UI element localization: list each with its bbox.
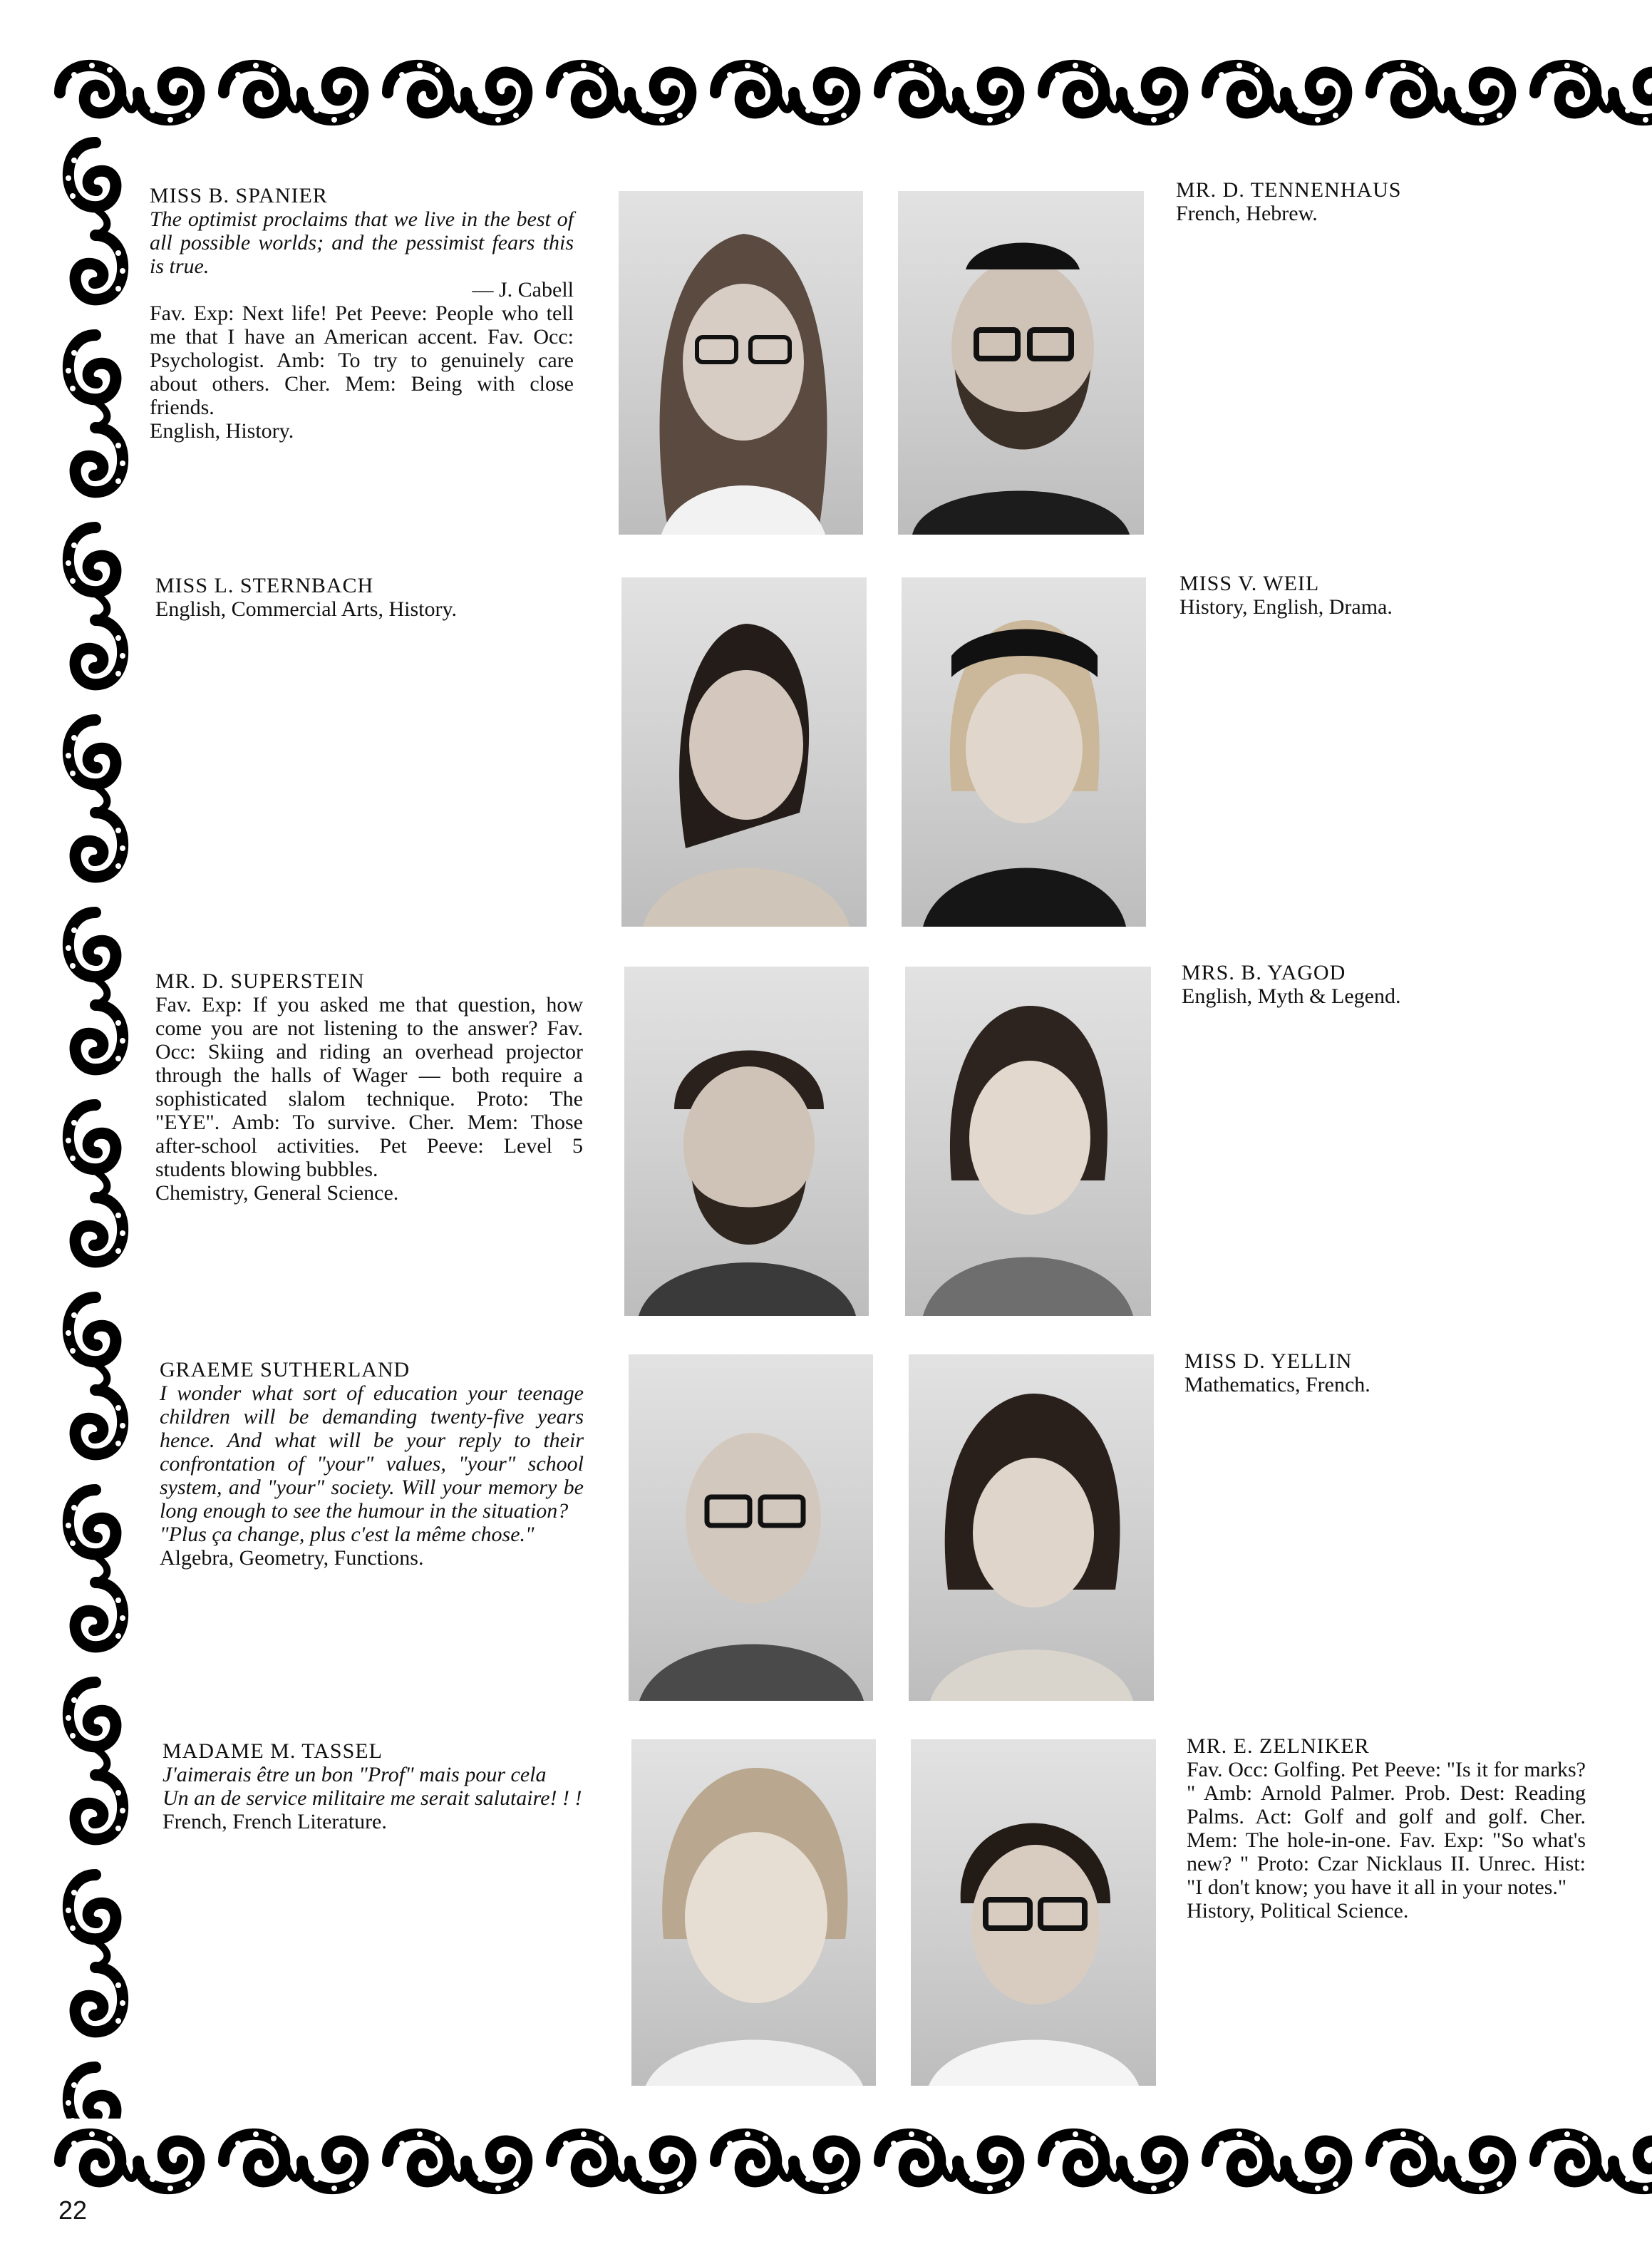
teacher-entry [150,184,574,443]
teacher-entry [1182,961,1581,1008]
teacher-subjects: French, French Literature. [162,1810,387,1833]
teacher-entry [1179,572,1579,619]
teacher-quote: The optimist proclaims that we live in the best of all possible worlds; and the pessimist fears this is true. [150,207,574,278]
teacher-name: MISS D. YELLIN [1184,1349,1353,1373]
teacher-subjects: French, Hebrew. [1176,202,1318,225]
teacher-quote-second: "Plus ça change, plus c'est la même chose." [160,1523,535,1546]
teacher-photo [905,967,1151,1316]
teacher-name: GRAEME SUTHERLAND [160,1358,411,1381]
teacher-name: MADAME M. TASSEL [162,1739,383,1763]
teacher-entry [155,969,583,1205]
teacher-details: Fav. Occ: Golfing. Pet Peeve: "Is it for marks? " Amb: Arnold Palmer. Prob. Dest: Reading Palms. Act: Golf and golf and golf. Cher. Mem: The hole-in-one. Fav. Exp: "So what's new? " Proto: Czar Nicklaus II. Unrec. Hist: "I don't know; you have it all in your notes." [1187,1758,1586,1899]
teacher-photo [619,191,863,535]
teacher-subjects: English, Myth & Legend. [1182,984,1401,1008]
teacher-photo [898,191,1144,535]
teacher-subjects: History, Political Science. [1187,1899,1409,1923]
ornamental-border-left [53,135,138,2119]
teacher-details: Fav. Exp: Next life! Pet Peeve: People who tell me that I have an American accent. Fav. Occ: Psychologist. Amb: To try to genuinely care about others. Cher. Mem: Being with close friends. [150,302,574,419]
teacher-name: MISS L. STERNBACH [155,574,374,597]
teacher-name: MISS B. SPANIER [150,184,328,207]
teacher-name: MR. E. ZELNIKER [1187,1734,1370,1758]
ornamental-border-bottom [53,2119,1652,2204]
teacher-name: MR. D. SUPERSTEIN [155,969,365,993]
teacher-subjects: History, English, Drama. [1179,595,1393,619]
teacher-entry [155,574,583,621]
teacher-photo [911,1739,1156,2086]
teacher-subjects: Mathematics, French. [1184,1373,1370,1396]
teacher-quote: J'aimerais être un bon "Prof" mais pour cela [162,1763,547,1786]
teacher-subjects: English, History. [150,419,294,443]
teacher-details: Fav. Exp: If you asked me that question, how come you are not listening to the answer? Fav. Occ: Skiing and riding an overhead projector through the halls of Wager — both require a sophisticated slalom technique. Proto: The "EYE". Amb: To survive. Cher. Mem: Those after-school activities. Pet Peeve: Level 5 students blowing bubbles. [155,993,583,1181]
quote-attribution: — J. Cabell [472,278,574,302]
page-number: 22 [58,2196,88,2225]
teacher-quote-second: Un an de service militaire me serait salutaire! ! ! [162,1786,582,1810]
teacher-name: MISS V. WEIL [1179,572,1320,595]
teacher-name: MRS. B. YAGOD [1182,961,1346,984]
teacher-name: MR. D. TENNENHAUS [1176,178,1402,202]
teacher-entry [1184,1349,1584,1396]
teacher-entry [162,1739,587,1833]
teacher-quote: I wonder what sort of education your teenage children will be demanding twenty-five years hence. And what will be your reply to their confrontation of "your" values, "your" school system, and "your" society. Will your memory be long enough to see the humour in the situation? [160,1381,584,1523]
teacher-entry [160,1358,584,1570]
ornamental-border-top [53,50,1652,135]
teacher-subjects: Chemistry, General Science. [155,1181,399,1205]
teacher-entry [1176,178,1575,225]
teacher-entry [1187,1734,1586,1923]
teacher-subjects: English, Commercial Arts, History. [155,597,458,621]
teacher-photo [909,1354,1154,1701]
teacher-photo [629,1354,873,1701]
teacher-photo [624,967,869,1316]
teacher-photo [621,577,867,927]
teacher-photo [631,1739,876,2086]
teacher-subjects: Algebra, Geometry, Functions. [160,1546,424,1570]
teacher-photo [902,577,1146,927]
